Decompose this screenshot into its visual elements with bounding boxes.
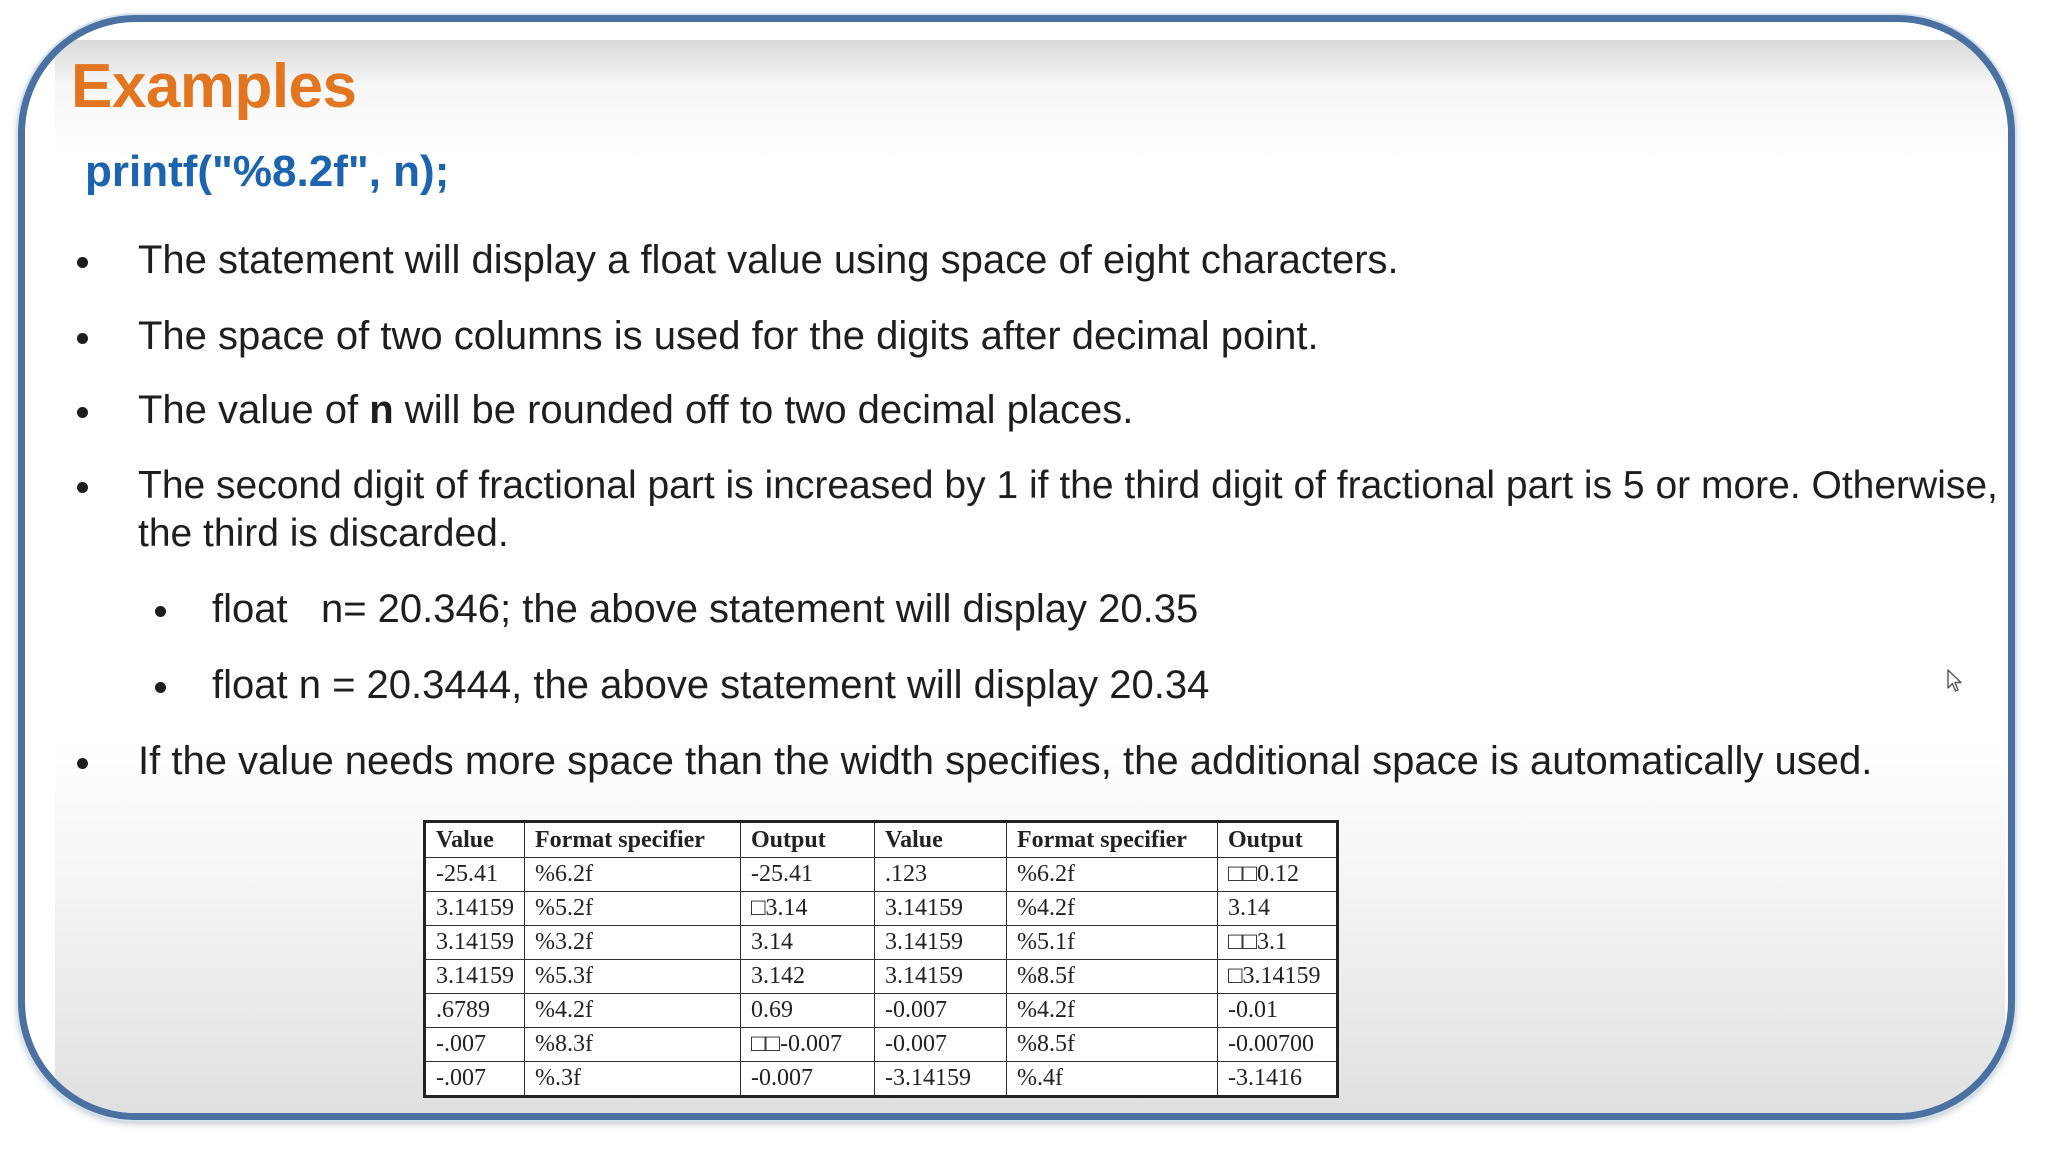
table-cell: -.007: [425, 1062, 525, 1097]
column-header: Value: [875, 822, 1007, 858]
table-row: [425, 1062, 1338, 1097]
table-row: [425, 994, 1338, 1028]
table-cell: -0.007: [875, 1028, 1007, 1062]
bullet-text: The second digit of fractional part is increased by 1 if the third digit of fractional part is 5 or more. Otherwise,: [138, 464, 1998, 507]
column-header: Output: [1218, 822, 1338, 858]
table-cell: -0.01: [1218, 994, 1338, 1028]
table-cell: 3.14: [1218, 892, 1338, 926]
table-cell: -25.41: [741, 858, 875, 892]
table-cell: □□3.1: [1218, 926, 1338, 960]
bullet-text: If the value needs more space than the width specifies, the additional space is automatically used.: [138, 739, 1873, 783]
bullet-text-part: The value of: [138, 388, 370, 432]
bullet-icon: [77, 257, 88, 268]
table-cell: %6.2f: [1007, 858, 1218, 892]
table-cell: %.4f: [1007, 1062, 1218, 1097]
table-cell: %8.5f: [1007, 960, 1218, 994]
table-cell: □3.14: [741, 892, 875, 926]
bullet-icon: [77, 407, 88, 418]
table-cell: %5.1f: [1007, 926, 1218, 960]
bullet-icon: [77, 758, 88, 769]
table-cell: 3.14159: [425, 926, 525, 960]
slide-frame: [18, 15, 2015, 1120]
table-cell: 3.14159: [875, 892, 1007, 926]
mouse-pointer-icon: [1947, 669, 1963, 693]
table-cell: .6789: [425, 994, 525, 1028]
bullet-icon: [77, 333, 88, 344]
table-cell: %4.2f: [1007, 994, 1218, 1028]
bullet-icon: [155, 682, 166, 693]
sub-bullet-text: float n= 20.346; the above statement will display 20.35: [212, 587, 1199, 631]
table-cell: -0.00700: [1218, 1028, 1338, 1062]
table-cell: %8.3f: [525, 1028, 741, 1062]
column-header: Output: [741, 822, 875, 858]
table-cell: .123: [875, 858, 1007, 892]
bullet-text: [138, 387, 1133, 434]
table-row: [425, 960, 1338, 994]
bullet-icon: [77, 482, 88, 493]
table-cell: %5.2f: [525, 892, 741, 926]
bullet-text-part: will be rounded off to two decimal places.: [393, 388, 1134, 432]
table-cell: -25.41: [425, 858, 525, 892]
table-cell: %3.2f: [525, 926, 741, 960]
table-cell: -3.14159: [875, 1062, 1007, 1097]
table-cell: %8.5f: [1007, 1028, 1218, 1062]
code-example: printf("%8.2f", n);: [85, 147, 450, 196]
table-cell: 3.14159: [425, 892, 525, 926]
table-cell: □□-0.007: [741, 1028, 875, 1062]
slide-title: Examples: [71, 52, 357, 121]
table-cell: 0.69: [741, 994, 875, 1028]
table-cell: □□0.12: [1218, 858, 1338, 892]
table-header-row: [425, 822, 1338, 858]
table-cell: %6.2f: [525, 858, 741, 892]
table-cell: 3.14159: [875, 960, 1007, 994]
bullet-text: The statement will display a float value using space of eight characters.: [138, 238, 1399, 282]
table-row: [425, 1028, 1338, 1062]
table-cell: 3.14159: [875, 926, 1007, 960]
table-cell: %4.2f: [1007, 892, 1218, 926]
column-header: Format specifier: [525, 822, 741, 858]
table-cell: -0.007: [741, 1062, 875, 1097]
table-cell: -0.007: [875, 994, 1007, 1028]
table-row: [425, 926, 1338, 960]
slide-canvas: [55, 40, 2005, 1120]
table-row: [425, 892, 1338, 926]
table-cell: 3.14159: [425, 960, 525, 994]
table-cell: -.007: [425, 1028, 525, 1062]
table-cell: □3.14159: [1218, 960, 1338, 994]
variable-name: n: [369, 388, 394, 432]
column-header: Format specifier: [1007, 822, 1218, 858]
table-cell: -3.1416: [1218, 1062, 1338, 1097]
table-row: [425, 858, 1338, 892]
table-cell: 3.14: [741, 926, 875, 960]
table-cell: %.3f: [525, 1062, 741, 1097]
bullet-text: The space of two columns is used for the digits after decimal point.: [138, 314, 1319, 358]
bullet-text-continuation: the third is discarded.: [138, 512, 509, 555]
table-cell: %5.3f: [525, 960, 741, 994]
column-header: Value: [425, 822, 525, 858]
format-specifier-table: [423, 820, 1339, 1098]
bullet-icon: [155, 606, 166, 617]
table-cell: %4.2f: [525, 994, 741, 1028]
sub-bullet-text: float n = 20.3444, the above statement will display 20.34: [212, 663, 1210, 707]
table-cell: 3.142: [741, 960, 875, 994]
